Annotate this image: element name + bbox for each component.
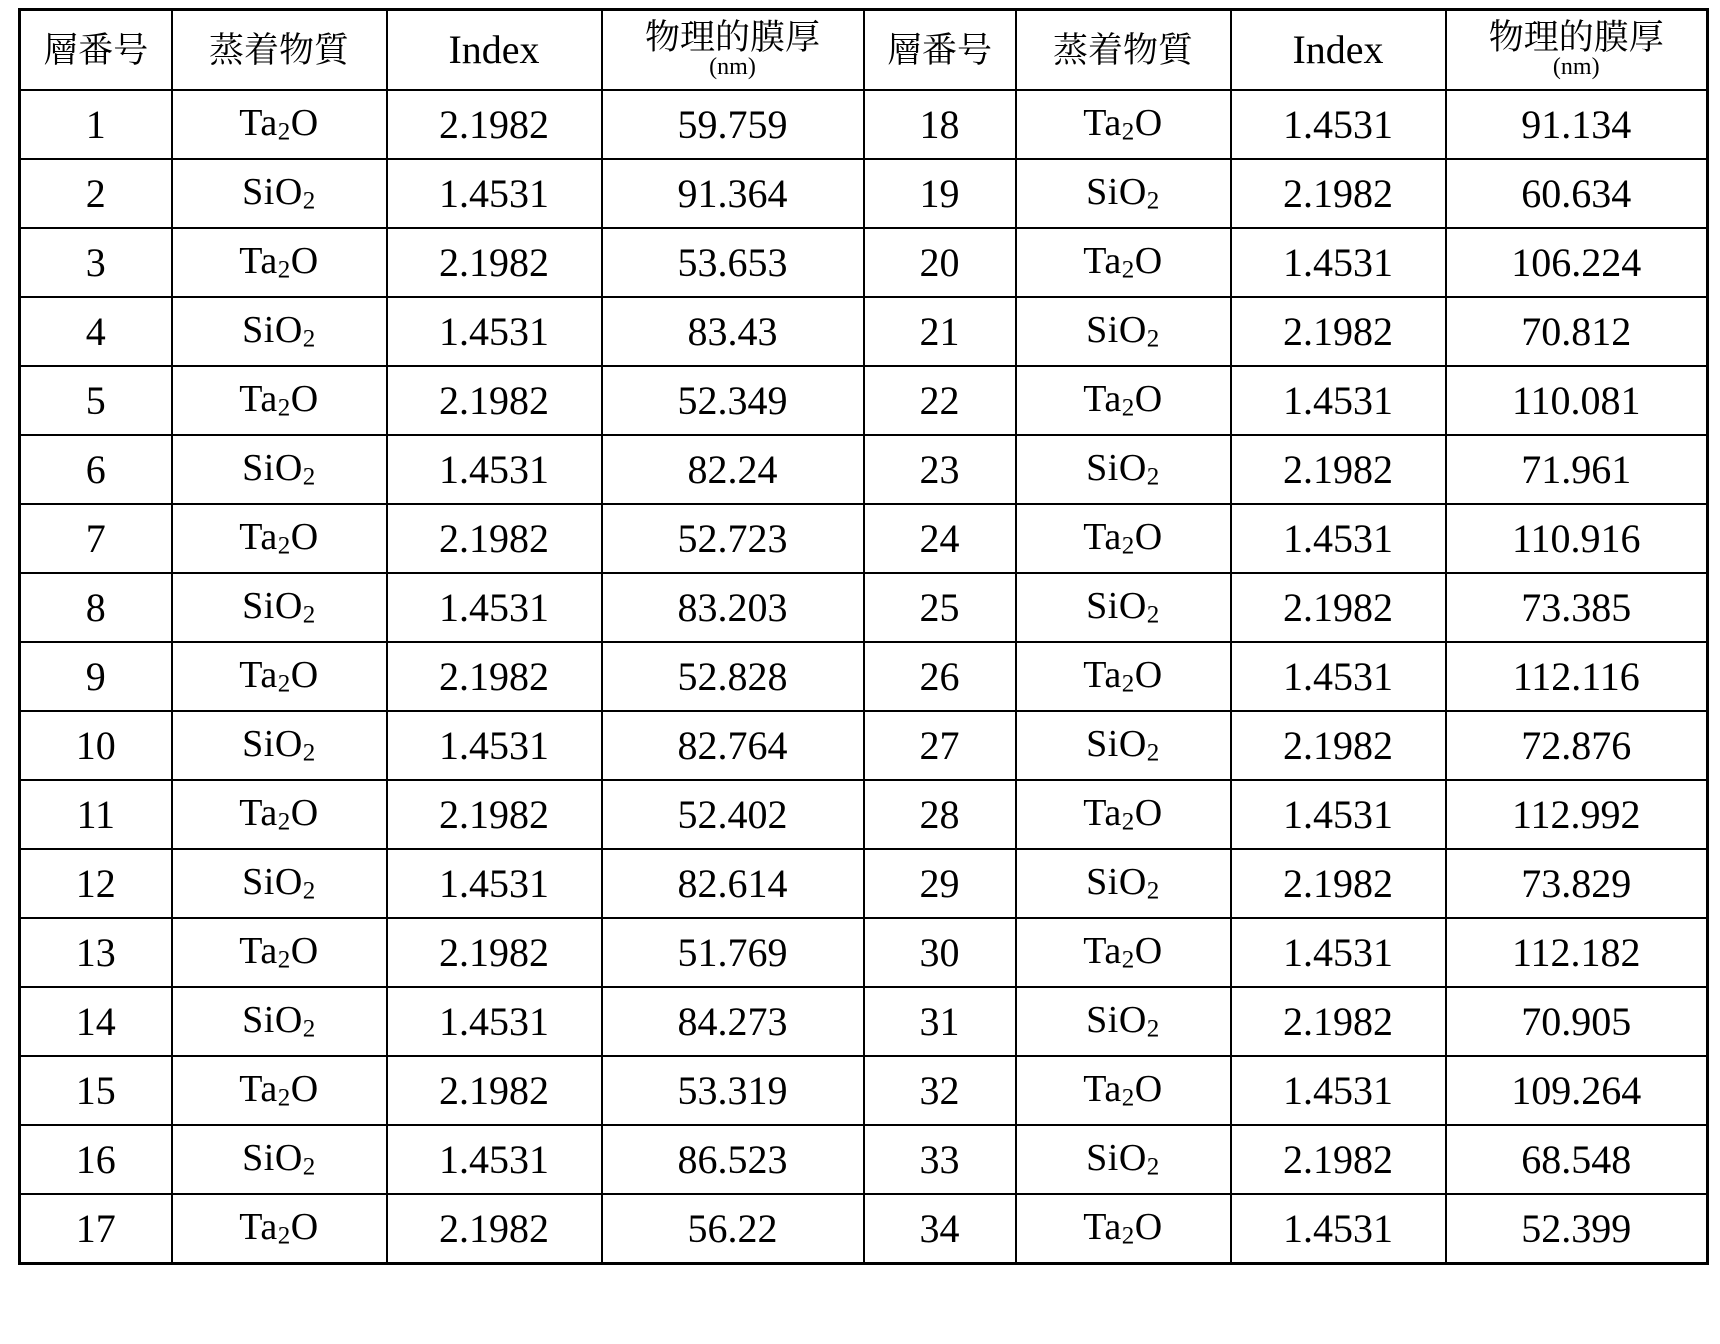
cell-thickness: 86.523 (602, 1125, 864, 1194)
cell-thickness: 106.224 (1446, 228, 1708, 297)
cell-index: 2.1982 (387, 918, 602, 987)
cell-thickness: 52.828 (602, 642, 864, 711)
cell-layer-no: 24 (864, 504, 1016, 573)
table-row (20, 987, 1708, 1056)
cell-thickness: 73.829 (1446, 849, 1708, 918)
header-material-left: 蒸着物質 (172, 10, 387, 91)
cell-thickness: 60.634 (1446, 159, 1708, 228)
cell-thickness: 52.402 (602, 780, 864, 849)
header-thickness-left-main: 物理的膜厚 (644, 18, 820, 58)
table-row (20, 573, 1708, 642)
cell-layer-no: 25 (864, 573, 1016, 642)
cell-material: SiO$_2$ (172, 987, 387, 1056)
cell-thickness: 51.769 (602, 918, 864, 987)
cell-thickness: 52.723 (602, 504, 864, 573)
cell-material: $Ta_2O$ (1016, 90, 1231, 159)
cell-material: SiO$_2$ (172, 297, 387, 366)
cell-material: SiO$_2$ (172, 573, 387, 642)
cell-layer-no: 14 (20, 987, 172, 1056)
cell-material: $Ta_2O$ (1016, 228, 1231, 297)
cell-layer-no: 20 (864, 228, 1016, 297)
cell-material: SiO$_2$ (172, 435, 387, 504)
cell-thickness: 83.43 (602, 297, 864, 366)
header-layer-no-left: 層番号 (20, 10, 172, 91)
cell-index: 1.4531 (1231, 918, 1446, 987)
cell-material: $Ta_2O$ (172, 504, 387, 573)
cell-layer-no: 23 (864, 435, 1016, 504)
cell-thickness: 68.548 (1446, 1125, 1708, 1194)
cell-material: SiO$_2$ (1016, 987, 1231, 1056)
cell-layer-no: 32 (864, 1056, 1016, 1125)
cell-index: 2.1982 (1231, 435, 1446, 504)
cell-index: 1.4531 (1231, 642, 1446, 711)
cell-material: $Ta_2O$ (172, 366, 387, 435)
table-row (20, 90, 1708, 159)
header-thickness-right-unit: (nm) (1552, 53, 1600, 80)
cell-material: SiO$_2$ (1016, 1125, 1231, 1194)
cell-index: 2.1982 (1231, 849, 1446, 918)
cell-index: 2.1982 (387, 90, 602, 159)
table-row (20, 849, 1708, 918)
cell-index: 1.4531 (1231, 366, 1446, 435)
cell-material: $Ta_2O$ (172, 918, 387, 987)
cell-material: SiO$_2$ (1016, 711, 1231, 780)
cell-index: 2.1982 (1231, 297, 1446, 366)
cell-thickness: 110.916 (1446, 504, 1708, 573)
cell-thickness: 82.764 (602, 711, 864, 780)
cell-material: $Ta_2O$ (172, 90, 387, 159)
cell-index: 1.4531 (387, 1125, 602, 1194)
table-row (20, 159, 1708, 228)
cell-thickness: 84.273 (602, 987, 864, 1056)
cell-index: 2.1982 (1231, 711, 1446, 780)
cell-layer-no: 8 (20, 573, 172, 642)
cell-index: 1.4531 (1231, 780, 1446, 849)
cell-layer-no: 15 (20, 1056, 172, 1125)
cell-index: 1.4531 (1231, 1056, 1446, 1125)
cell-index: 1.4531 (387, 849, 602, 918)
cell-layer-no: 31 (864, 987, 1016, 1056)
cell-index: 2.1982 (387, 228, 602, 297)
header-thickness-right (1446, 10, 1708, 91)
cell-thickness: 112.182 (1446, 918, 1708, 987)
cell-layer-no: 2 (20, 159, 172, 228)
cell-thickness: 73.385 (1446, 573, 1708, 642)
cell-thickness: 91.364 (602, 159, 864, 228)
header-index-left: Index (387, 10, 602, 91)
table-row (20, 366, 1708, 435)
table-row (20, 1056, 1708, 1125)
cell-material: SiO$_2$ (1016, 573, 1231, 642)
cell-layer-no: 16 (20, 1125, 172, 1194)
cell-thickness: 83.203 (602, 573, 864, 642)
cell-index: 2.1982 (1231, 159, 1446, 228)
cell-layer-no: 29 (864, 849, 1016, 918)
cell-layer-no: 6 (20, 435, 172, 504)
cell-index: 2.1982 (1231, 1125, 1446, 1194)
cell-layer-no: 30 (864, 918, 1016, 987)
cell-layer-no: 21 (864, 297, 1016, 366)
cell-material: $Ta_2O$ (172, 642, 387, 711)
cell-layer-no: 19 (864, 159, 1016, 228)
cell-material: $Ta_2O$ (1016, 1056, 1231, 1125)
cell-thickness: 70.812 (1446, 297, 1708, 366)
cell-thickness: 72.876 (1446, 711, 1708, 780)
cell-index: 2.1982 (387, 1056, 602, 1125)
table-row (20, 918, 1708, 987)
header-index-right: Index (1231, 10, 1446, 91)
cell-index: 2.1982 (387, 780, 602, 849)
cell-index: 1.4531 (1231, 228, 1446, 297)
cell-layer-no: 26 (864, 642, 1016, 711)
cell-material: $Ta_2O$ (1016, 504, 1231, 573)
cell-thickness: 53.653 (602, 228, 864, 297)
cell-index: 1.4531 (1231, 90, 1446, 159)
cell-layer-no: 4 (20, 297, 172, 366)
table-row (20, 1125, 1708, 1194)
cell-thickness: 56.22 (602, 1194, 864, 1264)
cell-thickness: 53.319 (602, 1056, 864, 1125)
cell-index: 2.1982 (387, 366, 602, 435)
table-row (20, 642, 1708, 711)
cell-material: $Ta_2O$ (172, 228, 387, 297)
table-row (20, 1194, 1708, 1264)
coating-layer-table (18, 8, 1709, 1265)
cell-thickness: 59.759 (602, 90, 864, 159)
cell-material: $Ta_2O$ (1016, 918, 1231, 987)
header-thickness-left (602, 10, 864, 91)
cell-thickness: 70.905 (1446, 987, 1708, 1056)
cell-material: SiO$_2$ (172, 1125, 387, 1194)
cell-material: SiO$_2$ (172, 159, 387, 228)
table-row (20, 228, 1708, 297)
cell-layer-no: 13 (20, 918, 172, 987)
table-row (20, 297, 1708, 366)
cell-layer-no: 18 (864, 90, 1016, 159)
cell-thickness: 91.134 (1446, 90, 1708, 159)
header-material-right: 蒸着物質 (1016, 10, 1231, 91)
cell-material: SiO$_2$ (1016, 849, 1231, 918)
cell-index: 1.4531 (387, 159, 602, 228)
cell-thickness: 71.961 (1446, 435, 1708, 504)
cell-thickness: 112.992 (1446, 780, 1708, 849)
table-header-row (20, 10, 1708, 91)
cell-material: SiO$_2$ (172, 711, 387, 780)
header-layer-no-right: 層番号 (864, 10, 1016, 91)
header-thickness-right-main: 物理的膜厚 (1488, 18, 1664, 58)
cell-layer-no: 1 (20, 90, 172, 159)
cell-layer-no: 22 (864, 366, 1016, 435)
cell-index: 2.1982 (1231, 573, 1446, 642)
cell-material: $Ta_2O$ (1016, 642, 1231, 711)
cell-index: 1.4531 (387, 297, 602, 366)
cell-material: $Ta_2O$ (1016, 780, 1231, 849)
cell-index: 1.4531 (387, 435, 602, 504)
cell-layer-no: 7 (20, 504, 172, 573)
cell-thickness: 109.264 (1446, 1056, 1708, 1125)
cell-thickness: 82.614 (602, 849, 864, 918)
cell-layer-no: 27 (864, 711, 1016, 780)
cell-layer-no: 5 (20, 366, 172, 435)
table-header (20, 10, 1708, 91)
cell-layer-no: 10 (20, 711, 172, 780)
cell-thickness: 82.24 (602, 435, 864, 504)
cell-layer-no: 28 (864, 780, 1016, 849)
cell-index: 1.4531 (387, 711, 602, 780)
cell-layer-no: 33 (864, 1125, 1016, 1194)
cell-thickness: 112.116 (1446, 642, 1708, 711)
table-body (20, 90, 1708, 1264)
cell-material: SiO$_2$ (1016, 159, 1231, 228)
cell-index: 1.4531 (387, 573, 602, 642)
cell-layer-no: 34 (864, 1194, 1016, 1264)
cell-material: $Ta_2O$ (172, 1194, 387, 1264)
table-row (20, 435, 1708, 504)
cell-material: $Ta_2O$ (172, 1056, 387, 1125)
cell-thickness: 52.399 (1446, 1194, 1708, 1264)
cell-layer-no: 17 (20, 1194, 172, 1264)
table-row (20, 504, 1708, 573)
cell-index: 2.1982 (1231, 987, 1446, 1056)
cell-material: $Ta_2O$ (1016, 1194, 1231, 1264)
table-row (20, 780, 1708, 849)
cell-material: $Ta_2O$ (172, 780, 387, 849)
cell-layer-no: 9 (20, 642, 172, 711)
cell-layer-no: 12 (20, 849, 172, 918)
cell-index: 1.4531 (1231, 1194, 1446, 1264)
cell-index: 2.1982 (387, 642, 602, 711)
cell-index: 2.1982 (387, 1194, 602, 1264)
table-row (20, 711, 1708, 780)
cell-material: SiO$_2$ (172, 849, 387, 918)
cell-thickness: 52.349 (602, 366, 864, 435)
cell-index: 2.1982 (387, 504, 602, 573)
cell-layer-no: 3 (20, 228, 172, 297)
cell-material: SiO$_2$ (1016, 297, 1231, 366)
cell-thickness: 110.081 (1446, 366, 1708, 435)
cell-material: $Ta_2O$ (1016, 366, 1231, 435)
cell-layer-no: 11 (20, 780, 172, 849)
cell-index: 1.4531 (1231, 504, 1446, 573)
cell-material: SiO$_2$ (1016, 435, 1231, 504)
header-thickness-left-unit: (nm) (709, 53, 756, 80)
cell-index: 1.4531 (387, 987, 602, 1056)
